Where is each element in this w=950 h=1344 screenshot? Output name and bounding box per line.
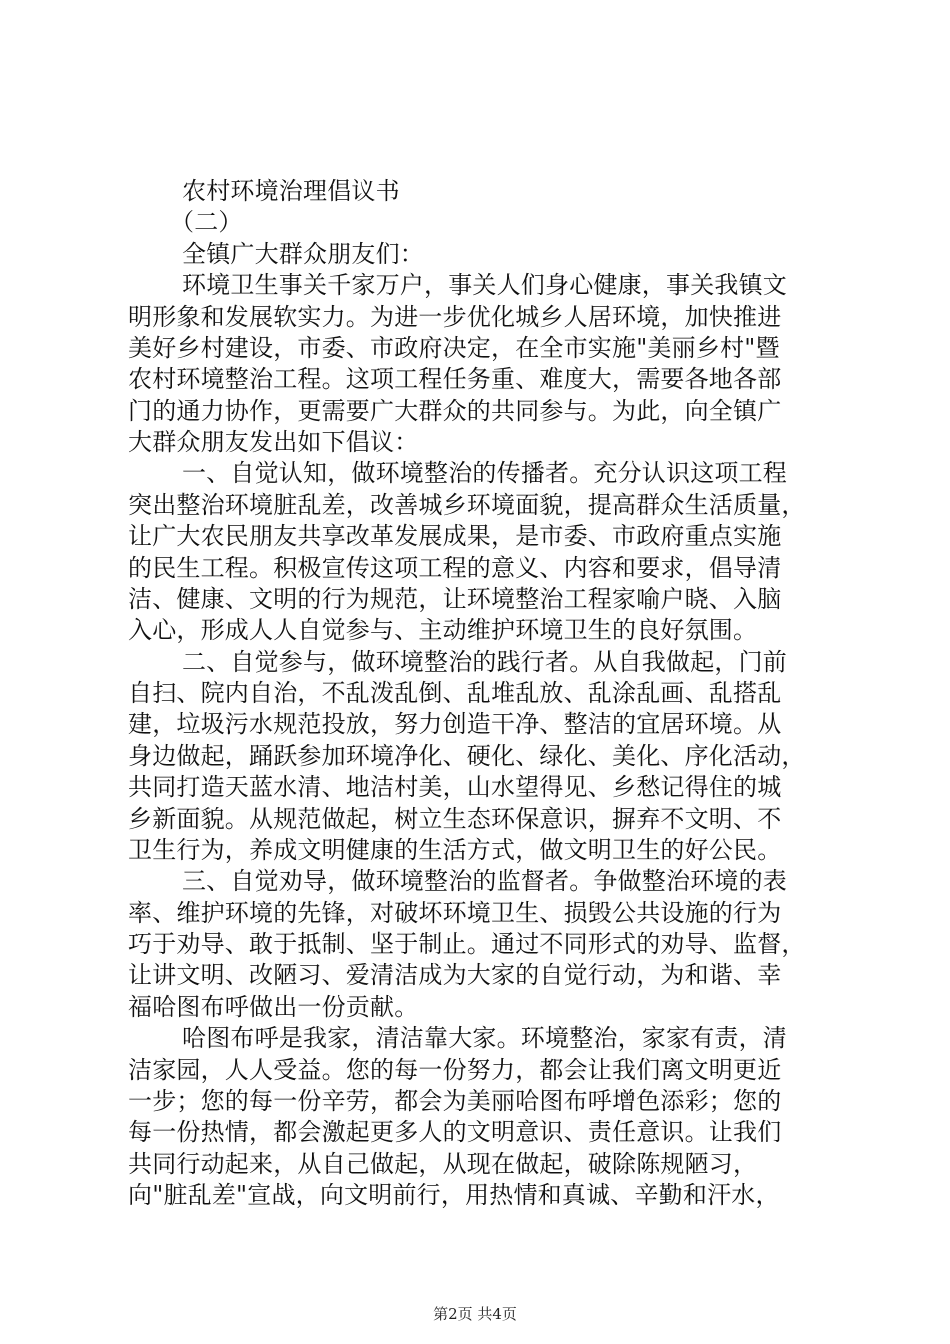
body-line: 让讲文明、改陋习、爱清洁成为大家的自觉行动，为和谐、幸 bbox=[128, 961, 782, 989]
document-title: 农村环境治理倡议书 bbox=[182, 177, 400, 205]
body-line: 身边做起，踊跃参加环境净化、硬化、绿化、美化、序化活动， bbox=[128, 742, 806, 770]
body-line: 建，垃圾污水规范投放，努力创造干净、整洁的宜居环境。从 bbox=[128, 710, 782, 738]
document-subtitle: （二） bbox=[170, 208, 243, 236]
body-line: 环境卫生事关千家万户，事关人们身心健康，事关我镇文 bbox=[182, 271, 787, 299]
body-line: 向"脏乱差"宣战，向文明前行，用热情和真诚、辛勤和汗水， bbox=[128, 1181, 780, 1209]
body-line: 巧于劝导、敢于抵制、坚于制止。通过不同形式的劝导、监督， bbox=[128, 930, 806, 958]
body-line: 一、自觉认知，做环境整治的传播者。充分认识这项工程 bbox=[182, 459, 787, 487]
salutation: 全镇广大群众朋友们： bbox=[182, 240, 424, 268]
body-line: 农村环境整治工程。这项工程任务重、难度大，需要各地各部 bbox=[128, 365, 782, 393]
body-line: 哈图布呼是我家，清洁靠大家。环境整治，家家有责，清 bbox=[182, 1024, 787, 1052]
body-line: 三、自觉劝导，做环境整治的监督者。争做整治环境的表 bbox=[182, 867, 787, 895]
body-line: 二、自觉参与，做环境整治的践行者。从自我做起，门前 bbox=[182, 648, 787, 676]
body-line: 率、维护环境的先锋，对破坏环境卫生、损毁公共设施的行为 bbox=[128, 899, 782, 927]
body-line: 的民生工程。积极宣传这项工程的意义、内容和要求，倡导清 bbox=[128, 554, 782, 582]
body-line: 每一份热情，都会激起更多人的文明意识、责任意识。让我们 bbox=[128, 1118, 782, 1146]
body-line: 自扫、院内自治，不乱泼乱倒、乱堆乱放、乱涂乱画、乱搭乱 bbox=[128, 679, 782, 707]
body-line: 入心，形成人人自觉参与、主动维护环境卫生的良好氛围。 bbox=[128, 616, 758, 644]
body-line: 门的通力协作，更需要广大群众的共同参与。为此，向全镇广 bbox=[128, 397, 782, 425]
body-line: 美好乡村建设，市委、市政府决定，在全市实施"美丽乡村"暨 bbox=[128, 334, 780, 362]
body-line: 明形象和发展软实力。为进一步优化城乡人居环境，加快推进 bbox=[128, 303, 782, 331]
body-line: 共同打造天蓝水清、地洁村美，山水望得见、乡愁记得住的城 bbox=[128, 773, 782, 801]
body-line: 让广大农民朋友共享改革发展成果，是市委、市政府重点实施 bbox=[128, 522, 782, 550]
body-line: 共同行动起来，从自己做起，从现在做起，破除陈规陋习， bbox=[128, 1150, 758, 1178]
page-footer: 第2页 共4页 bbox=[433, 1305, 517, 1323]
body-line: 乡新面貌。从规范做起，树立生态环保意识，摒弃不文明、不 bbox=[128, 805, 782, 833]
body-line: 卫生行为，养成文明健康的生活方式，做文明卫生的好公民。 bbox=[128, 836, 782, 864]
body-line: 突出整治环境脏乱差，改善城乡环境面貌，提高群众生活质量， bbox=[128, 491, 806, 519]
body-line: 洁、健康、文明的行为规范，让环境整治工程家喻户晓、入脑 bbox=[128, 585, 782, 613]
body-line: 大群众朋友发出如下倡议： bbox=[128, 428, 419, 456]
body-line: 一步；您的每一份辛劳，都会为美丽哈图布呼增色添彩；您的 bbox=[128, 1087, 782, 1115]
body-line: 福哈图布呼做出一份贡献。 bbox=[128, 993, 419, 1021]
body-line: 洁家园，人人受益。您的每一份努力，都会让我们离文明更近 bbox=[128, 1056, 782, 1084]
